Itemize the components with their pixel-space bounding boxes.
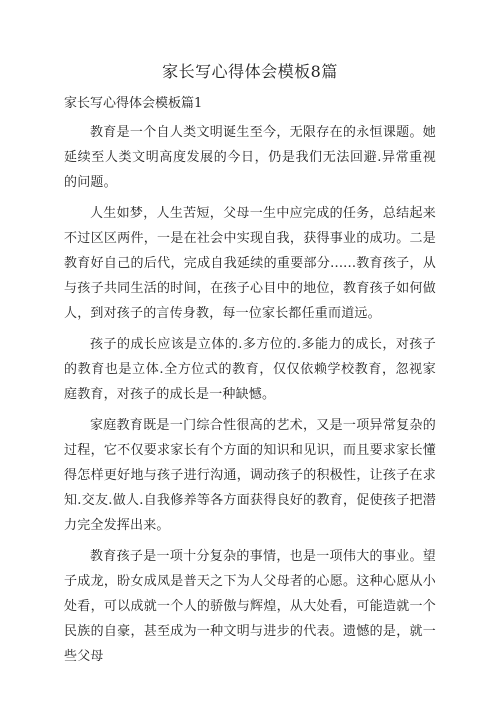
paragraph: 孩子的成长应该是立体的.多方位的.多能力的成长，对孩子的教育也是立体.全方位式的教育，仅仅依赖学校教育，忽视家庭教育，对孩子的成长是一种缺憾。: [64, 337, 436, 402]
document-title: 家长写心得体会模板8篇: [162, 62, 338, 81]
paragraph: 教育是一个自人类文明诞生至今，无限存在的永恒课题。她延续至人类文明高度发展的今日，仍是我们无法回避.异常重视的问题。: [64, 125, 436, 190]
paragraph: 家庭教育既是一门综合性很高的艺术，又是一项异常复杂的过程，它不仅要求家长有个方面的知识和见识，而且要求家长懂得怎样更好地与孩子进行沟通，调动孩子的积极性，让孩子在求知.交友.做人.自我修养等各方面获得良好的教育，促使孩子把潜力完全发挥出来。: [64, 418, 436, 533]
section-heading: 家长写心得体会模板篇1: [64, 96, 203, 111]
paragraph: 教育孩子是一项十分复杂的事情，也是一项伟大的事业。望子成龙，盼女成凤是普天之下为人父母者的心愿。这种心愿从小处看，可以成就一个人的骄傲与辉煌，从大处看，可能造就一个民族的自豪，甚至成为一种文明与进步的代表。遗憾的是，就一些父母: [64, 549, 436, 664]
paragraph: 人生如梦，人生苦短，父母一生中应完成的任务，总结起来不过区区两件，一是在社会中实现自我，获得事业的成功。二是教育好自己的后代，完成自我延续的重要部分......教育孩子，从与孩子共同生活的时间，在孩子心目中的地位，教育孩子如何做人，到对孩子的言传身教，每一位家长都任重而道远。: [64, 206, 436, 321]
